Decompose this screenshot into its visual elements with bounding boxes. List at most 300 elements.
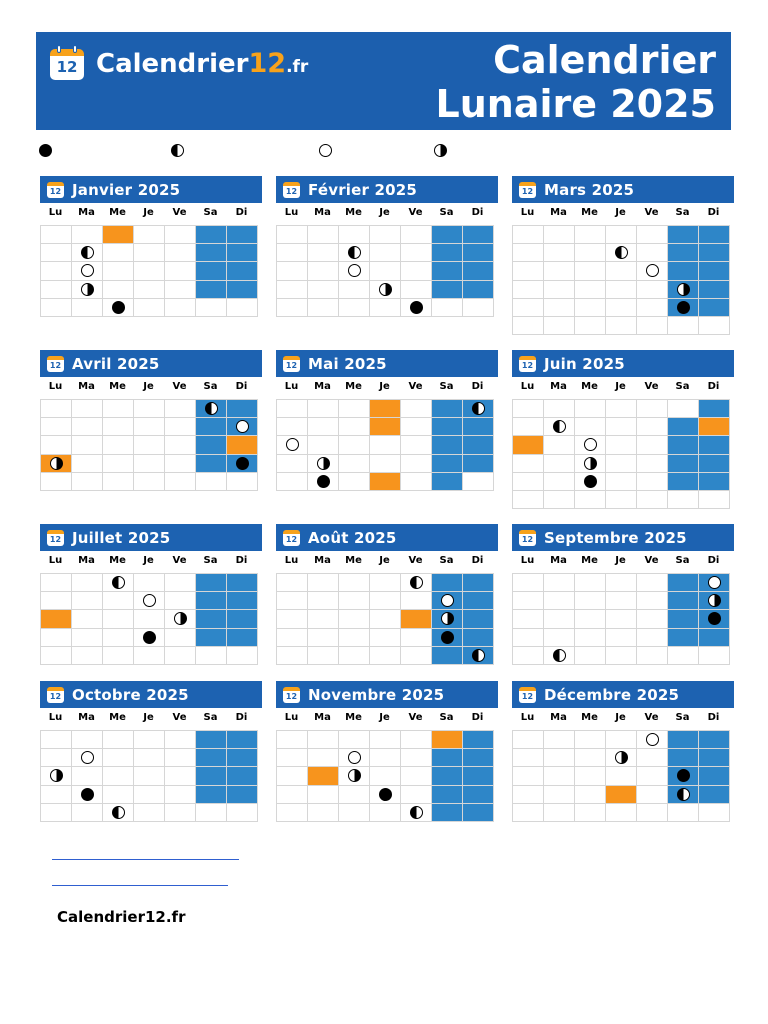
empty-cell xyxy=(543,490,575,509)
day-cell xyxy=(400,748,432,767)
last-quarter-icon xyxy=(317,457,330,470)
day-cell xyxy=(636,591,668,610)
day-cell xyxy=(636,766,668,785)
empty-cell xyxy=(636,646,668,665)
day-cell xyxy=(369,766,401,785)
weekend-day-cell xyxy=(226,280,258,299)
day-cell xyxy=(40,591,72,610)
weekend-day-cell xyxy=(431,766,463,785)
weekend-day-cell xyxy=(667,591,699,610)
empty-cell xyxy=(605,490,637,509)
weekday-header-row xyxy=(276,206,494,220)
day-cell xyxy=(338,591,370,610)
first-quarter-icon xyxy=(410,806,423,819)
weekend-day-cell xyxy=(462,435,494,454)
weekend-day-cell xyxy=(195,766,227,785)
day-cell xyxy=(400,472,432,491)
weekday-label: Ma xyxy=(78,555,95,566)
full-moon-icon xyxy=(81,751,94,764)
month-title: Février 2025 xyxy=(308,181,418,199)
weekend-day-cell xyxy=(462,225,494,244)
day-cell xyxy=(307,298,339,317)
link-2[interactable] xyxy=(52,885,228,886)
new-moon-icon xyxy=(143,631,156,644)
holiday-cell xyxy=(369,417,401,436)
empty-cell xyxy=(512,225,544,244)
day-cell xyxy=(636,261,668,280)
header-banner xyxy=(36,32,731,130)
day-cell xyxy=(133,591,165,610)
weekday-label: Sa xyxy=(203,381,218,392)
day-cell xyxy=(40,766,72,785)
weekend-day-cell xyxy=(667,609,699,628)
weekend-day-cell xyxy=(195,748,227,767)
weekend-day-cell xyxy=(667,454,699,473)
day-cell xyxy=(133,298,165,317)
empty-cell xyxy=(369,225,401,244)
weekday-label: Je xyxy=(615,207,626,218)
day-cell xyxy=(543,261,575,280)
day-cell xyxy=(400,399,432,418)
day-cell xyxy=(276,417,308,436)
calendar-icon xyxy=(47,687,64,703)
month-header xyxy=(512,681,734,708)
day-cell xyxy=(512,785,544,804)
site-logo[interactable] xyxy=(49,46,324,82)
month-header xyxy=(40,350,262,377)
day-cell xyxy=(636,280,668,299)
month-header xyxy=(512,350,734,377)
weekend-day-cell xyxy=(667,785,699,804)
last-quarter-icon xyxy=(584,457,597,470)
day-cell xyxy=(40,261,72,280)
weekend-day-cell xyxy=(226,628,258,647)
day-cell xyxy=(338,454,370,473)
holiday-cell xyxy=(40,609,72,628)
weekday-label: Lu xyxy=(520,207,535,218)
day-cell xyxy=(133,646,165,665)
day-cell xyxy=(400,628,432,647)
day-cell xyxy=(543,298,575,317)
day-cell xyxy=(164,454,196,473)
day-cell xyxy=(636,730,668,749)
weekday-label: Me xyxy=(581,381,598,392)
month-title: Août 2025 xyxy=(308,529,397,547)
weekday-label: Me xyxy=(345,555,362,566)
weekend-day-cell xyxy=(226,225,258,244)
day-cell xyxy=(636,417,668,436)
day-cell xyxy=(40,243,72,262)
day-cell xyxy=(164,435,196,454)
weekend-day-cell xyxy=(195,628,227,647)
weekday-label: Lu xyxy=(284,207,299,218)
empty-cell xyxy=(307,730,339,749)
day-cell xyxy=(71,435,103,454)
day-cell xyxy=(164,748,196,767)
weekend-day-cell xyxy=(431,573,463,592)
day-cell xyxy=(636,573,668,592)
weekday-label: Ma xyxy=(550,381,567,392)
empty-cell xyxy=(164,472,196,491)
day-cell xyxy=(276,609,308,628)
day-cell xyxy=(369,454,401,473)
weekend-day-cell xyxy=(667,417,699,436)
weekday-label: Je xyxy=(379,555,390,566)
weekend-day-cell xyxy=(195,454,227,473)
first-quarter-icon xyxy=(615,246,628,259)
weekday-label: Lu xyxy=(520,712,535,723)
empty-cell xyxy=(40,730,72,749)
day-cell xyxy=(276,435,308,454)
weekday-label: Ve xyxy=(644,207,659,218)
weekend-day-cell xyxy=(431,243,463,262)
weekday-label: Di xyxy=(471,381,484,392)
weekday-label: Sa xyxy=(675,207,690,218)
moon-phase-legend xyxy=(0,144,768,158)
new-moon-icon xyxy=(379,788,392,801)
weekday-label: Me xyxy=(345,712,362,723)
day-cell xyxy=(574,785,606,804)
empty-cell xyxy=(462,472,494,491)
empty-cell xyxy=(543,399,575,418)
day-cell xyxy=(71,748,103,767)
empty-cell xyxy=(338,225,370,244)
day-cell xyxy=(543,417,575,436)
empty-cell xyxy=(307,225,339,244)
empty-cell xyxy=(338,399,370,418)
day-cell xyxy=(307,261,339,280)
day-cell xyxy=(164,766,196,785)
day-cell xyxy=(512,730,544,749)
weekend-day-cell xyxy=(431,454,463,473)
weekend-day-cell xyxy=(195,730,227,749)
weekend-day-cell xyxy=(698,225,730,244)
day-cell xyxy=(512,472,544,491)
last-quarter-icon xyxy=(348,769,361,782)
day-cell xyxy=(164,730,196,749)
empty-cell xyxy=(195,298,227,317)
day-cell xyxy=(605,298,637,317)
weekend-day-cell xyxy=(431,280,463,299)
weekend-day-cell xyxy=(195,573,227,592)
weekend-day-cell xyxy=(667,280,699,299)
weekday-label: Di xyxy=(471,207,484,218)
page-title-line-2: Lunaire 2025 xyxy=(435,82,716,126)
weekend-day-cell xyxy=(431,225,463,244)
holiday-cell xyxy=(307,766,339,785)
weekend-day-cell xyxy=(462,730,494,749)
day-cell xyxy=(40,298,72,317)
weekday-label: Ma xyxy=(78,207,95,218)
calendar-icon xyxy=(519,687,536,703)
day-cell xyxy=(102,280,134,299)
day-cell xyxy=(574,730,606,749)
month-title: Juin 2025 xyxy=(544,355,625,373)
day-cell xyxy=(574,454,606,473)
day-cell xyxy=(133,454,165,473)
weekday-label: Me xyxy=(109,712,126,723)
empty-cell xyxy=(338,730,370,749)
weekday-label: Sa xyxy=(203,712,218,723)
weekday-label: Di xyxy=(235,207,248,218)
day-cell xyxy=(276,261,308,280)
last-quarter-icon xyxy=(615,751,628,764)
weekend-day-cell xyxy=(698,280,730,299)
day-cell xyxy=(40,417,72,436)
day-cell xyxy=(543,803,575,822)
empty-cell xyxy=(574,316,606,335)
calendar-icon xyxy=(283,530,300,546)
first-quarter-icon xyxy=(472,649,485,662)
holiday-cell xyxy=(512,435,544,454)
weekday-label: Sa xyxy=(439,555,454,566)
empty-cell xyxy=(667,803,699,822)
day-cell xyxy=(605,243,637,262)
weekday-label: Ve xyxy=(172,555,187,566)
new-moon-icon xyxy=(410,301,423,314)
weekday-label: Lu xyxy=(520,555,535,566)
day-cell xyxy=(164,609,196,628)
day-cell xyxy=(102,785,134,804)
day-cell xyxy=(133,417,165,436)
day-cell xyxy=(102,730,134,749)
day-cell xyxy=(543,628,575,647)
month-header xyxy=(40,176,262,203)
day-cell xyxy=(164,417,196,436)
weekend-day-cell xyxy=(195,280,227,299)
new-moon-icon xyxy=(317,475,330,488)
month-title: Septembre 2025 xyxy=(544,529,687,547)
empty-cell xyxy=(71,730,103,749)
day-cell xyxy=(307,609,339,628)
page-title xyxy=(436,38,717,126)
empty-cell xyxy=(369,730,401,749)
month-calendar xyxy=(40,176,262,326)
day-cell xyxy=(369,609,401,628)
weekday-header-row xyxy=(512,711,730,725)
day-cell xyxy=(164,399,196,418)
weekday-label: Ma xyxy=(550,555,567,566)
day-cell xyxy=(276,785,308,804)
weekend-day-cell xyxy=(431,261,463,280)
empty-cell xyxy=(40,573,72,592)
day-cell xyxy=(512,646,544,665)
day-cell xyxy=(512,261,544,280)
day-cell xyxy=(574,748,606,767)
weekday-label: Sa xyxy=(439,381,454,392)
day-cell xyxy=(276,280,308,299)
weekend-day-cell xyxy=(698,730,730,749)
full-moon-icon xyxy=(236,420,249,433)
empty-cell xyxy=(276,399,308,418)
day-cell xyxy=(71,399,103,418)
weekend-day-cell xyxy=(698,573,730,592)
weekend-day-cell xyxy=(431,785,463,804)
weekend-day-cell xyxy=(195,435,227,454)
day-cell xyxy=(512,316,544,335)
empty-cell xyxy=(400,225,432,244)
calendar-icon-number: 12 xyxy=(49,535,62,544)
month-header xyxy=(276,524,498,551)
day-cell xyxy=(102,472,134,491)
weekend-day-cell xyxy=(698,785,730,804)
day-cell xyxy=(164,591,196,610)
weekday-label: Me xyxy=(109,555,126,566)
weekday-label: Me xyxy=(109,207,126,218)
weekday-label: Ve xyxy=(408,381,423,392)
day-cell xyxy=(164,785,196,804)
day-cell xyxy=(164,803,196,822)
weekend-day-cell xyxy=(667,472,699,491)
day-cell xyxy=(605,280,637,299)
day-cell xyxy=(276,472,308,491)
weekday-label: Ve xyxy=(172,712,187,723)
day-cell xyxy=(574,609,606,628)
weekday-label: Ma xyxy=(78,712,95,723)
day-cell xyxy=(276,298,308,317)
day-cell xyxy=(512,454,544,473)
month-calendar xyxy=(276,681,498,831)
weekday-label: Di xyxy=(235,555,248,566)
first-quarter-icon xyxy=(553,420,566,433)
day-cell xyxy=(574,261,606,280)
day-cell xyxy=(276,454,308,473)
day-cell xyxy=(276,243,308,262)
weekday-label: Sa xyxy=(439,712,454,723)
day-cell xyxy=(71,573,103,592)
month-header xyxy=(512,176,734,203)
day-cell xyxy=(40,435,72,454)
weekend-day-cell xyxy=(195,609,227,628)
day-cell xyxy=(400,435,432,454)
day-cell xyxy=(102,454,134,473)
day-cell xyxy=(40,803,72,822)
month-calendar xyxy=(40,524,262,674)
day-cell xyxy=(400,417,432,436)
day-cell xyxy=(133,280,165,299)
last-quarter-icon xyxy=(677,283,690,296)
empty-cell xyxy=(164,646,196,665)
day-cell xyxy=(369,646,401,665)
weekend-day-cell xyxy=(462,454,494,473)
page-title-line-1: Calendrier xyxy=(493,38,716,82)
day-cell xyxy=(338,435,370,454)
weekend-day-cell xyxy=(226,573,258,592)
logo-name-main: Calendrier xyxy=(96,49,249,79)
empty-cell xyxy=(195,472,227,491)
weekend-day-cell xyxy=(698,435,730,454)
weekend-day-cell xyxy=(431,472,463,491)
day-cell xyxy=(133,573,165,592)
day-cell xyxy=(512,490,544,509)
full-moon-icon xyxy=(81,264,94,277)
day-cell xyxy=(40,646,72,665)
weekday-label: Sa xyxy=(675,555,690,566)
weekend-day-cell xyxy=(462,785,494,804)
calendar-icon-number: 12 xyxy=(285,361,298,370)
day-cell xyxy=(543,454,575,473)
day-cell xyxy=(605,454,637,473)
day-cell xyxy=(338,646,370,665)
day-cell xyxy=(276,591,308,610)
weekend-day-cell xyxy=(667,573,699,592)
weekday-label: Di xyxy=(707,712,720,723)
day-cell xyxy=(71,646,103,665)
day-cell xyxy=(543,766,575,785)
day-cell xyxy=(338,803,370,822)
day-cell xyxy=(636,472,668,491)
weekend-day-cell xyxy=(431,417,463,436)
weekday-label: Lu xyxy=(284,381,299,392)
empty-cell xyxy=(195,646,227,665)
weekday-label: Di xyxy=(235,712,248,723)
month-title: Juillet 2025 xyxy=(72,529,171,547)
day-cell xyxy=(605,730,637,749)
weekend-day-cell xyxy=(462,646,494,665)
empty-cell xyxy=(605,316,637,335)
weekend-day-cell xyxy=(462,261,494,280)
new-moon-icon xyxy=(236,457,249,470)
link-1[interactable] xyxy=(52,859,239,860)
day-cell xyxy=(276,628,308,647)
weekday-label: Je xyxy=(143,555,154,566)
weekday-label: Me xyxy=(109,381,126,392)
empty-cell xyxy=(698,316,730,335)
weekday-label: Lu xyxy=(48,207,63,218)
day-cell xyxy=(71,280,103,299)
weekday-label: Di xyxy=(471,712,484,723)
day-cell xyxy=(512,803,544,822)
empty-cell xyxy=(71,225,103,244)
weekday-label: Di xyxy=(707,555,720,566)
holiday-cell xyxy=(226,435,258,454)
day-cell xyxy=(40,748,72,767)
day-cell xyxy=(71,417,103,436)
weekday-label: Ma xyxy=(78,381,95,392)
day-cell xyxy=(512,591,544,610)
day-cell xyxy=(400,766,432,785)
weekend-day-cell xyxy=(226,261,258,280)
logo-icon-number: 12 xyxy=(56,58,78,76)
first-quarter-icon xyxy=(81,246,94,259)
day-cell xyxy=(71,766,103,785)
day-cell xyxy=(164,628,196,647)
day-cell xyxy=(512,748,544,767)
weekend-day-cell xyxy=(226,591,258,610)
month-calendar xyxy=(512,350,734,500)
day-cell xyxy=(574,280,606,299)
month-header xyxy=(276,176,498,203)
empty-cell xyxy=(698,646,730,665)
weekday-label: Lu xyxy=(284,712,299,723)
day-cell xyxy=(307,417,339,436)
day-cell xyxy=(512,609,544,628)
day-cell xyxy=(574,435,606,454)
empty-cell xyxy=(338,573,370,592)
full-moon-icon xyxy=(708,576,721,589)
day-cell xyxy=(574,243,606,262)
weekend-day-cell xyxy=(195,591,227,610)
day-cell xyxy=(543,472,575,491)
weekend-day-cell xyxy=(698,261,730,280)
weekday-label: Di xyxy=(235,381,248,392)
day-cell xyxy=(543,591,575,610)
day-cell xyxy=(276,766,308,785)
day-cell xyxy=(574,573,606,592)
full-moon-icon xyxy=(646,264,659,277)
day-cell xyxy=(369,261,401,280)
weekday-label: Ve xyxy=(172,207,187,218)
